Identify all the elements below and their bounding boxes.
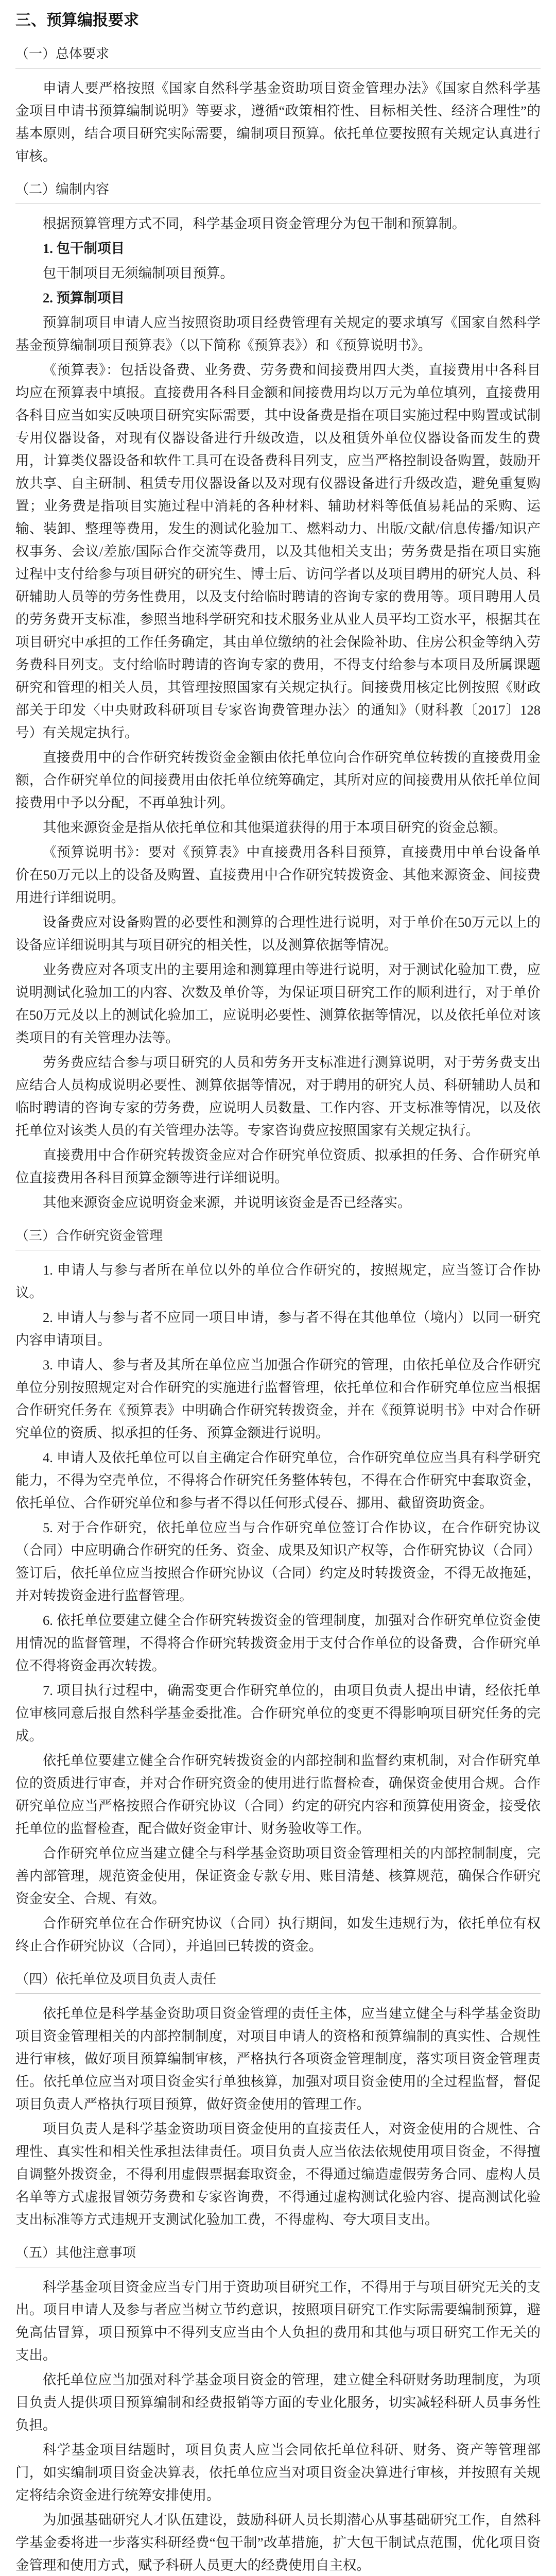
body-paragraph: 依托单位应当加强对科学基金项目资金的管理，建立健全科研财务助理制度，为项目负责人提供项目预算编制和经费报销等方面的专业化服务，切实减轻科研人员事务性负担。 <box>15 2372 541 2433</box>
section-heading: （五）其他注意事项 <box>15 2241 541 2267</box>
body-paragraph: 根据预算管理方式不同，科学基金项目资金管理分为包干制和预算制。 <box>43 216 466 231</box>
body-paragraph: 7. 项目执行过程中，确需变更合作研究单位的，由项目负责人提出申请，经依托单位审核同意后报自然科学基金委批准。合作研究单位的变更不得影响项目研究任务的完成。 <box>15 1683 541 1743</box>
section-heading: （一）总体要求 <box>15 42 541 69</box>
subheading-paragraph: 2. 预算制项目 <box>43 290 125 306</box>
body-paragraph: 为加强基础研究人才队伍建设，鼓励科研人员长期潜心从事基础研究工作，自然科学基金委将进一步落实科研经费“包干制”改革措施，扩大包干制试点范围，优化项目资金管理和使用方式，赋予科研人员更大的经费使用自主权。 <box>15 2512 541 2573</box>
body-paragraph: 依托单位是科学基金资助项目资金管理的责任主体，应当建立健全与科学基金资助项目资金管理相关的内部控制制度，对项目申请人的资格和预算编制的真实性、合规性进行审核，做好项目预算编制审核，严格执行各项资金管理制度，落实项目资金管理责任。依托单位应当对项目资金实行单独核算，加强对项目资金使用的全过程监督，督促项目负责人严格执行项目预算，做好资金使用的管理工作。 <box>15 2006 541 2112</box>
subheading-paragraph: 1. 包干制项目 <box>43 241 125 256</box>
body-paragraph: 《预算说明书》：要对《预算表》中直接费用各科目预算，直接费用中单台设备单价在50万元以上的设备及购置、直接费用中合作研究转拨资金、其他来源资金、间接费用进行详细说明。 <box>15 844 541 905</box>
sections-container <box>15 42 541 2576</box>
section-block <box>15 1224 541 1957</box>
body-paragraph: 其他来源资金是指从依托单位和其他渠道获得的用于本项目研究的资金总额。 <box>43 820 507 835</box>
section-heading: （二）编制内容 <box>15 178 541 204</box>
body-paragraph: 《预算表》：包括设备费、业务费、劳务费和间接费用四大类，直接费用中各科目均应在预算表中填报。直接费用各科目金额和间接费用均以万元为单位填列，直接费用各科目应当如实反映项目研究实际需要，其中设备费是指在项目实施过程中购置或试制专用仪器设备，对现有仪器设备进行升级改造，以及租赁外单位仪器设备而发生的费用，计算类仪器设备和软件工具可在设备费科目列支，应当严格控制设备购置，鼓励开放共享、自主研制、租赁专用仪器设备以及对现有仪器设备进行升级改造，避免重复购置；业务费是指项目实施过程中消耗的各种材料、辅助材料等低值易耗品的采购、运输、装卸、整理等费用，发生的测试化验加工、燃料动力、出版/文献/信息传播/知识产权事务、会议/差旅/国际合作交流等费用，以及其他相关支出；劳务费是指在项目实施过程中支付给参与项目研究的研究生、博士后、访问学者以及项目聘用的研究人员、科研辅助人员等的劳务性费用，以及支付给临时聘请的咨询专家的费用等。项目聘用人员的劳务费开支标准，参照当地科学研究和技术服务业从业人员平均工资水平，根据其在项目研究中承担的工作任务确定，其由单位缴纳的社会保险补助、住房公积金等纳入劳务费科目列支。支付给临时聘请的咨询专家的费用，不得支付给参与本项目及所属课题研究和管理的相关人员，其管理按照国家有关规定执行。间接费用核定比例按照《财政部关于印发〈中央财政科研项目专家咨询费管理办法〉的通知》（财科教〔2017〕128号）有关规定执行。 <box>15 362 541 740</box>
section-heading: （四）依托单位及项目负责人责任 <box>15 1968 541 1994</box>
body-paragraph: 科学基金项目资金应当专门用于资助项目研究工作，不得用于与项目研究无关的支出。项目申请人及参与者应当树立节约意识，按照项目研究工作实际需要编制预算，避免高估冒算，项目预算中不得列支应当由个人负担的费用和其他与项目研究工作无关的支出。 <box>15 2279 541 2363</box>
section-title: 三、预算编报要求 <box>15 12 139 29</box>
body-paragraph: 5. 对于合作研究，依托单位应当与合作研究单位签订合作协议，在合作研究协议（合同）中应明确合作研究的任务、资金、成果及知识产权等，合作研究协议（合同）签订后，依托单位应当按照合作研究协议（合同）约定及时转拨资金，不得无故拖延，并对转拨资金进行监督管理。 <box>15 1520 541 1603</box>
body-paragraph: 1. 申请人与参与者所在单位以外的单位合作研究的，按照规定，应当签订合作协议。 <box>15 1262 541 1300</box>
body-paragraph: 项目负责人是科学基金资助项目资金使用的直接责任人，对资金使用的合规性、合理性、真实性和相关性承担法律责任。项目负责人应当依法依规使用项目资金，不得擅自调整外拨资金，不得利用虚假票据套取资金，不得通过编造虚假劳务合同、虚构人员名单等方式虚报冒领劳务费和专家咨询费，不得通过虚构测试化验内容、提高测试化验支出标准等方式违规开支测试化验加工费，不得虚构、夸大项目支出。 <box>15 2121 541 2227</box>
section-block <box>15 2241 541 2576</box>
body-paragraph: 依托单位要建立健全合作研究转拨资金的内部控制和监督约束机制，对合作研究单位的资质进行审查，并对合作研究资金的使用进行监督检查，确保资金使用合规。合作研究单位应当严格按照合作研究协议（合同）约定的研究内容和预算使用资金，接受依托单位的监督检查，配合做好资金审计、财务验收等工作。 <box>15 1753 541 1836</box>
body-paragraph: 设备费应对设备购置的必要性和测算的合理性进行说明，对于单价在50万元以上的设备应详细说明其与项目研究的相关性，以及测算依据等情况。 <box>15 914 541 953</box>
body-paragraph: 业务费应对各项支出的主要用途和测算理由等进行说明，对于测试化验加工费，应说明测试化验加工的内容、次数及单价等，为保证项目研究工作的顺利进行，对于单价在50万元及以上的测试化验加工，应说明必要性、测算依据等情况，以及依托单位对该类项目的有关管理办法等。 <box>15 962 541 1045</box>
body-paragraph: 申请人要严格按照《国家自然科学基金资助项目资金管理办法》《国家自然科学基金项目申请书预算编制说明》等要求，遵循“政策相符性、目标相关性、经济合理性”的基本原则，结合项目研究实际需要，编制项目预算。依托单位要按照有关规定认真进行审核。 <box>15 80 541 164</box>
section-block <box>15 178 541 1214</box>
body-paragraph: 合作研究单位在合作研究协议（合同）执行期间，如发生违规行为，依托单位有权终止合作研究协议（合同），并追回已转拨的资金。 <box>15 1916 541 1954</box>
body-paragraph: 4. 申请人及依托单位可以自主确定合作研究单位，合作研究单位应当具有科学研究能力，不得为空壳单位，不得将合作研究任务整体转包，不得在合作研究中套取资金，依托单位、合作研究单位和参与者不得以任何形式侵吞、挪用、截留资助资金。 <box>15 1450 541 1511</box>
section-block <box>15 1968 541 2231</box>
body-paragraph: 劳务费应结合参与项目研究的人员和劳务开支标准进行测算说明，对于劳务费支出应结合人员构成说明必要性、测算依据等情况，对于聘用的研究人员、科研辅助人员和临时聘请的咨询专家的劳务费，应说明人员数量、工作内容、开支标准等情况，以及依托单位对该类人员的有关管理办法等。专家咨询费应按照国家有关规定执行。 <box>15 1055 541 1138</box>
body-paragraph: 预算制项目申请人应当按照资助项目经费管理有关规定的要求填写《国家自然科学基金预算编制项目预算表》（以下简称《预算表》）和《预算说明书》。 <box>15 315 541 353</box>
section-block <box>15 42 541 167</box>
body-paragraph: 合作研究单位应当建立健全与科学基金资助项目资金管理相关的内部控制制度，完善内部管理，规范资金使用，保证资金专款专用、账目清楚、核算规范，确保合作研究资金安全、合规、有效。 <box>15 1845 541 1906</box>
body-paragraph: 直接费用中合作研究转拨资金应对合作研究单位资质、拟承担的任务、合作研究单位直接费用各科目预算金额等进行详细说明。 <box>15 1147 541 1185</box>
body-paragraph: 直接费用中的合作研究转拨资金金额由依托单位向合作研究单位转拨的直接费用金额，合作研究单位的间接费用由依托单位统筹确定，其所对应的间接费用从依托单位间接费用中予以分配，不再单独计列。 <box>15 750 541 810</box>
body-paragraph: 3. 申请人、参与者及其所在单位应当加强合作研究的管理，由依托单位及合作研究单位分别按照规定对合作研究的实施进行监督管理，依托单位和合作研究单位应当根据合作研究任务在《预算表》中明确合作研究转拨资金，并在《预算说明书》中对合作研究单位的资质、拟承担的任务、预算金额进行说明。 <box>15 1357 541 1440</box>
section-heading: （三）合作研究资金管理 <box>15 1224 541 1250</box>
body-paragraph: 科学基金项目结题时，项目负责人应当会同依托单位科研、财务、资产等管理部门，如实编制项目资金决算表，依托单位应当对项目资金决算进行审核，并按照有关规定将结余资金进行统筹安排使用。 <box>15 2442 541 2503</box>
body-paragraph: 6. 依托单位要建立健全合作研究转拨资金的管理制度，加强对合作研究单位资金使用情况的监督管理，不得将合作研究转拨资金用于支付合作单位的设备费，合作研究单位不得将资金再次转拨。 <box>15 1613 541 1673</box>
body-paragraph: 其他来源资金应说明资金来源，并说明该资金是否已经落实。 <box>43 1195 411 1210</box>
body-paragraph: 包干制项目无须编制项目预算。 <box>43 265 234 281</box>
body-paragraph: 2. 申请人与参与者不应同一项目申请，参与者不得在其他单位（境内）以同一研究内容申请项目。 <box>15 1310 541 1348</box>
